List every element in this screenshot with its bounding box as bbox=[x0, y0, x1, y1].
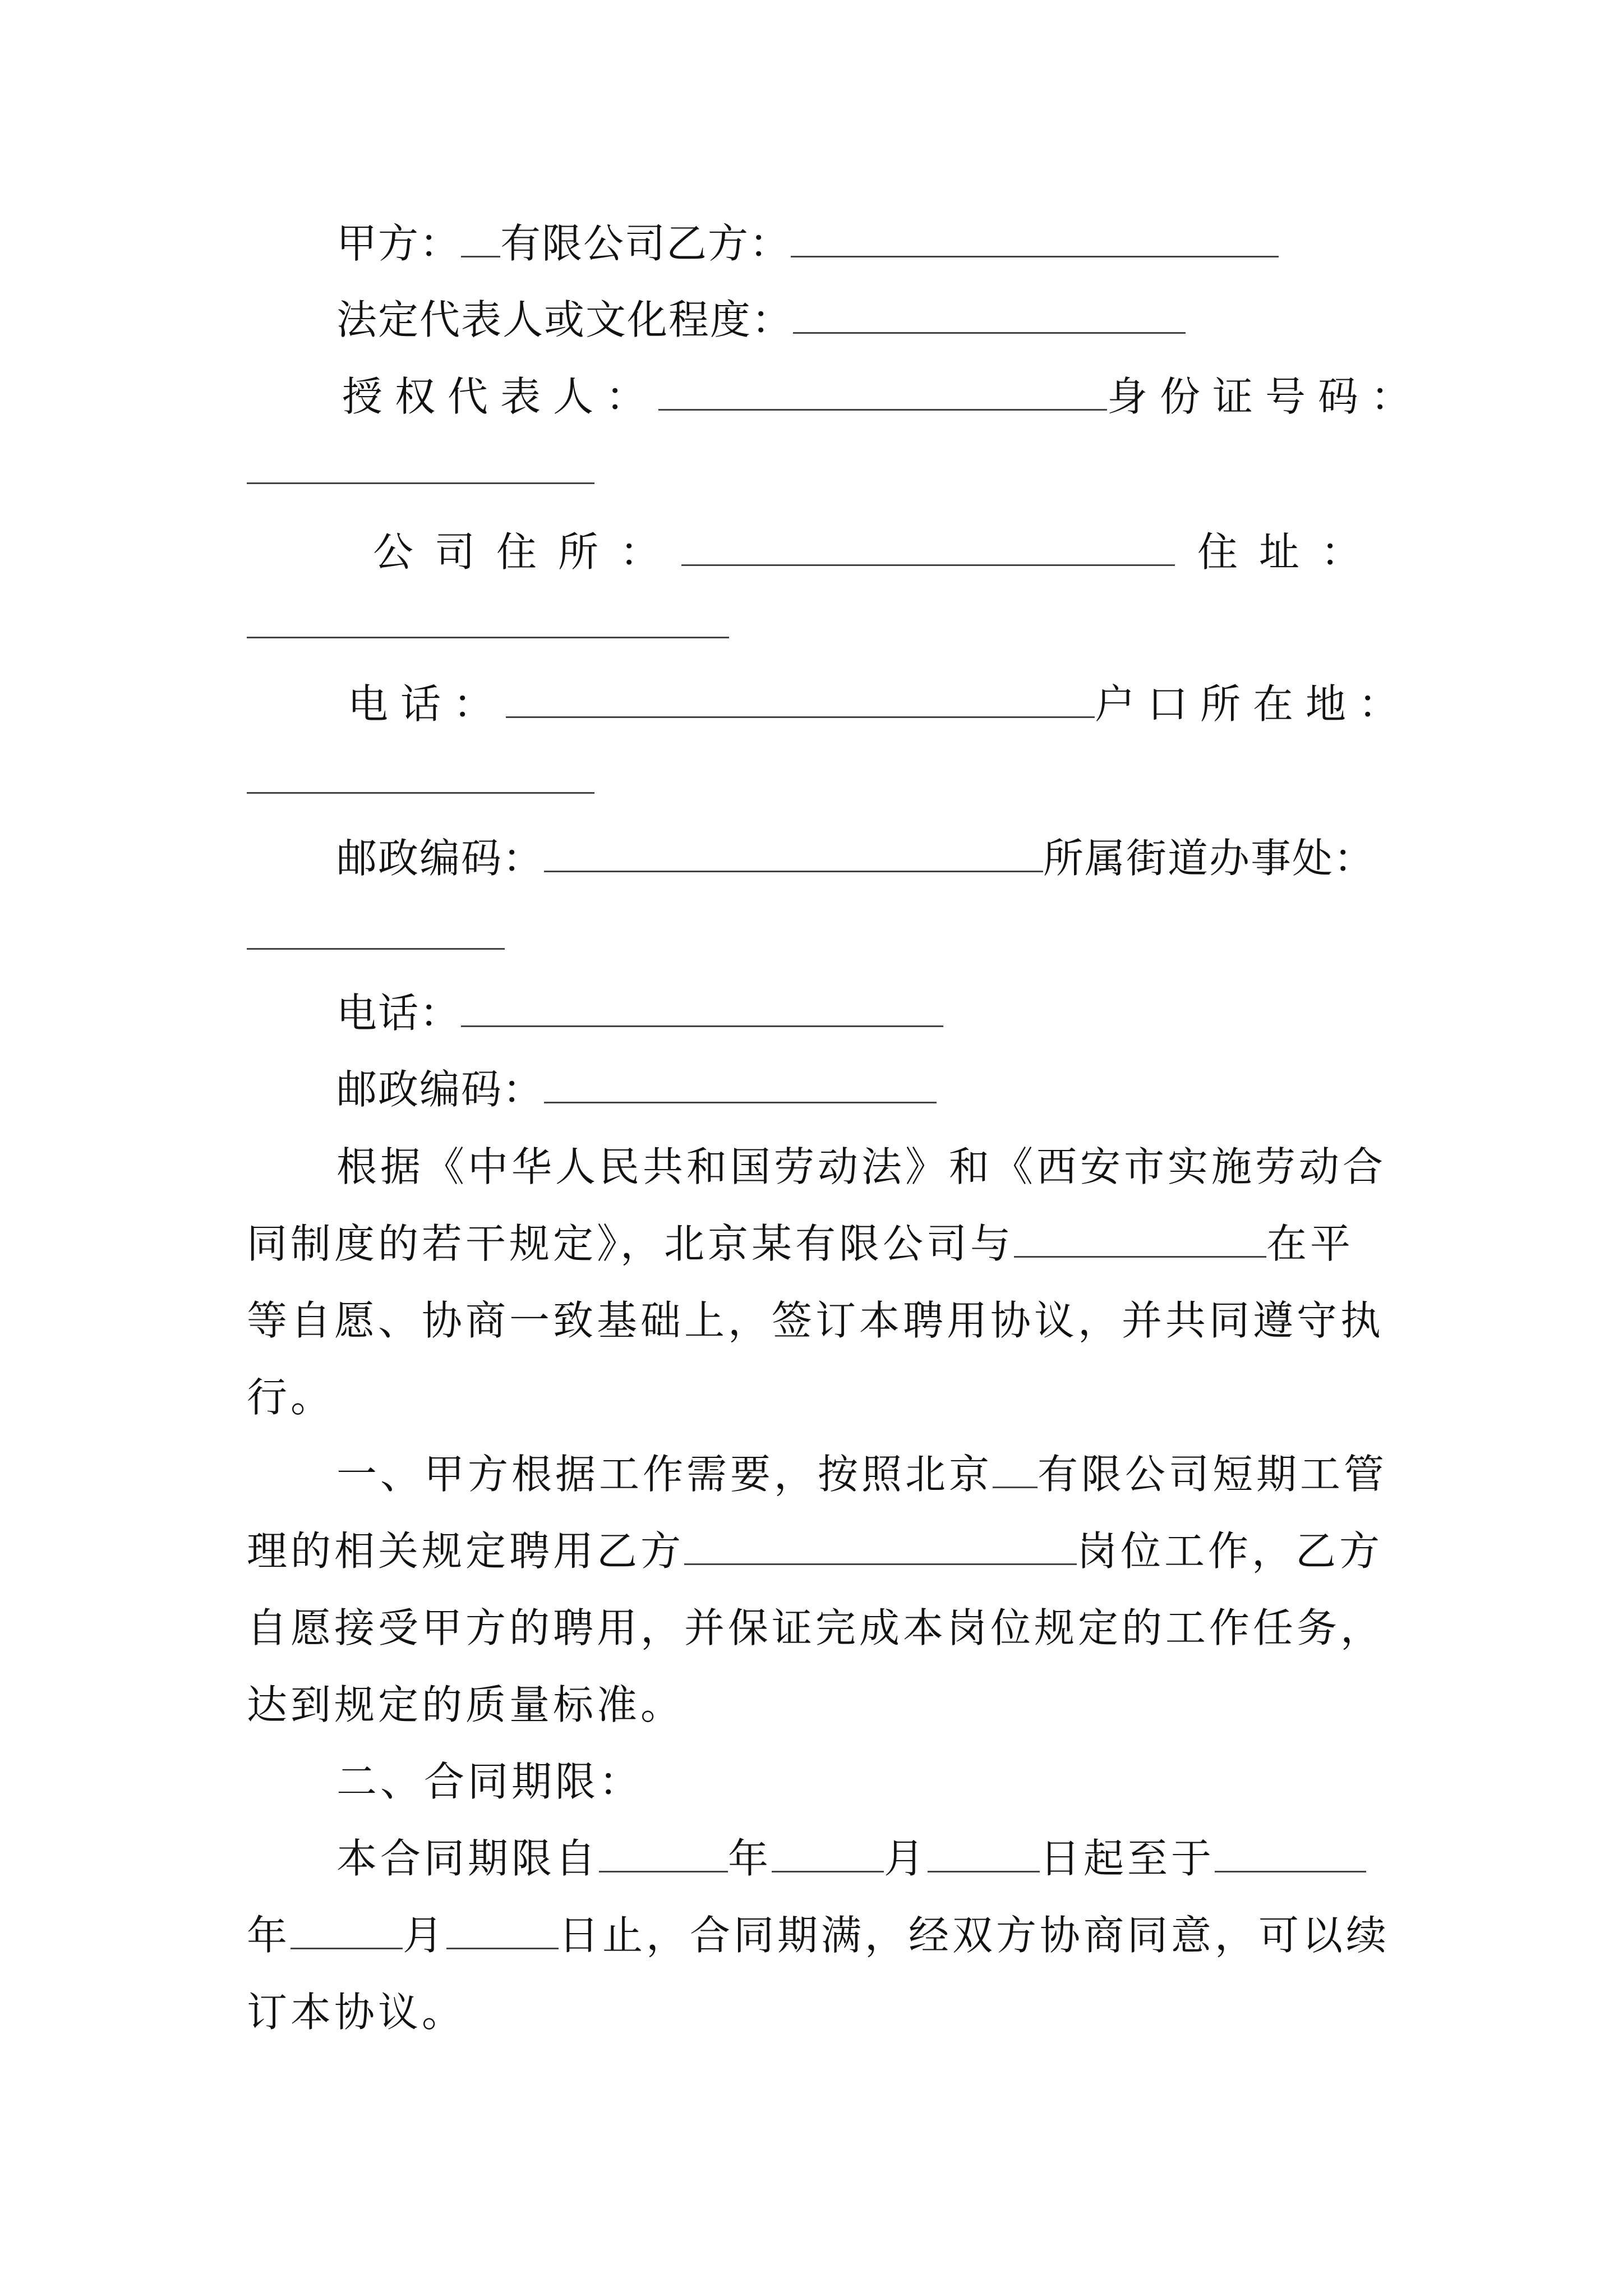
end-year-blank[interactable] bbox=[1215, 1842, 1366, 1872]
clause-1-line-1: 一、甲方根据工作需要，按照北京 有限公司短期工管 bbox=[336, 1451, 1388, 1498]
company-address-line bbox=[373, 524, 1382, 580]
subdistrict-label: 所属街道办事处： bbox=[1043, 835, 1376, 882]
start-day-blank[interactable] bbox=[928, 1842, 1040, 1872]
subdistrict-blank[interactable] bbox=[247, 948, 505, 950]
authorized-rep-blank[interactable] bbox=[658, 380, 1107, 411]
phone-blank-2[interactable] bbox=[461, 996, 943, 1027]
postal-line-2 bbox=[336, 1061, 937, 1117]
start-year-blank[interactable] bbox=[599, 1842, 728, 1872]
start-month-blank[interactable] bbox=[772, 1842, 884, 1872]
clause-2-line-2: 年 月 日止，合同期满，经双方协商同意，可以续 bbox=[247, 1912, 1390, 1959]
intro-line-2: 同制度的若干规定》，北京某有限公司与 在平 bbox=[247, 1220, 1354, 1267]
residence-label: 住址： bbox=[1197, 528, 1383, 576]
phone-label-2: 电话： bbox=[336, 990, 462, 1037]
party-a-suffix: 有限公司乙方： bbox=[500, 220, 791, 267]
authorized-rep-label: 授权代表人： bbox=[342, 373, 659, 420]
party-a-blank[interactable] bbox=[461, 227, 500, 257]
company-name-blank[interactable] bbox=[993, 1457, 1038, 1488]
clause-1-line-2: 理的相关规定聘用乙方 岗位工作，乙方 bbox=[247, 1527, 1384, 1575]
household-label: 户口所在地： bbox=[1095, 680, 1412, 728]
phone-household-line bbox=[348, 676, 1411, 732]
postal-code-label-1: 邮政编码： bbox=[336, 835, 545, 882]
intro-line-1: 根据《中华人民共和国劳动法》和《西安市实施劳动合 bbox=[336, 1143, 1387, 1190]
party-b-name-blank[interactable] bbox=[1014, 1227, 1266, 1258]
clause-2-line-1: 本合同期限自 年 月 日起至于 bbox=[336, 1830, 1366, 1887]
intro-line-3: 等自愿、协商一致基础上，签订本聘用协议，并共同遵守执 bbox=[247, 1297, 1385, 1344]
party-a-label: 甲方： bbox=[336, 220, 462, 267]
id-number-blank[interactable] bbox=[247, 482, 594, 484]
postal-code-label-2: 邮政编码： bbox=[336, 1066, 545, 1113]
clause-1-line-4: 达到规定的质量标准。 bbox=[247, 1681, 685, 1728]
end-month-blank[interactable] bbox=[291, 1918, 403, 1949]
end-day-blank[interactable] bbox=[446, 1918, 559, 1949]
household-blank[interactable] bbox=[247, 792, 594, 794]
phone-line-2 bbox=[336, 985, 943, 1041]
residence-blank[interactable] bbox=[247, 637, 729, 638]
party-b-blank[interactable] bbox=[791, 227, 1279, 257]
company-address-label: 公司住所： bbox=[373, 528, 682, 576]
education-blank[interactable] bbox=[793, 303, 1186, 334]
phone-blank-1[interactable] bbox=[506, 687, 1095, 718]
authorized-rep-line bbox=[342, 369, 1423, 425]
company-address-blank[interactable] bbox=[681, 535, 1175, 566]
postal-code-blank-2[interactable] bbox=[544, 1073, 937, 1103]
position-blank[interactable] bbox=[684, 1534, 1077, 1565]
clause-2-line-3: 订本协议。 bbox=[247, 1989, 466, 2036]
id-number-label: 身份证号码： bbox=[1107, 373, 1424, 420]
postal-code-blank-1[interactable] bbox=[544, 841, 1043, 872]
party-a-line bbox=[336, 215, 1279, 272]
legal-rep-line bbox=[336, 292, 1186, 348]
postal-subdistrict-line bbox=[336, 830, 1375, 886]
clause-2-title: 二、合同期限： bbox=[336, 1758, 643, 1805]
clause-1-line-3: 自愿接受甲方的聘用，并保证完成本岗位规定的工作任务， bbox=[247, 1604, 1385, 1651]
legal-rep-label: 法定代表人或文化程度： bbox=[336, 296, 794, 343]
phone-label-1: 电话： bbox=[348, 680, 506, 728]
intro-line-4: 行。 bbox=[247, 1374, 335, 1421]
